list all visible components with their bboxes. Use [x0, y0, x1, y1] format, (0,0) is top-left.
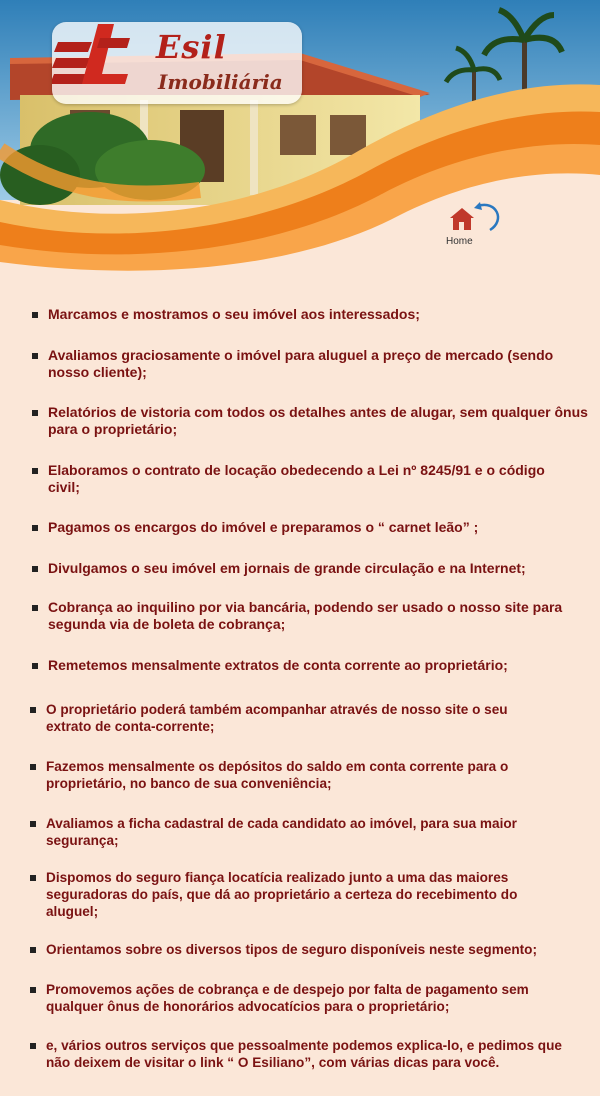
- bullet-icon: [32, 312, 38, 318]
- bullet-icon: [32, 566, 38, 572]
- bullet-icon: [32, 468, 38, 474]
- home-label: Home: [446, 236, 473, 247]
- brand-subtitle: Imobiliária: [158, 70, 283, 94]
- bullet-icon: [30, 875, 36, 881]
- bullet-icon: [32, 410, 38, 416]
- bullet-icon: [30, 764, 36, 770]
- header-banner: [0, 0, 600, 280]
- bullet-icon: [30, 1043, 36, 1049]
- logo-mark-icon: [52, 22, 132, 84]
- bullet-icon: [32, 605, 38, 611]
- bullet-icon: [32, 663, 38, 669]
- bullet-icon: [32, 353, 38, 359]
- bullet-icon: [30, 821, 36, 827]
- bullet-icon: [32, 525, 38, 531]
- bullet-icon: [30, 987, 36, 993]
- brand-name: Esil: [156, 28, 227, 66]
- logo[interactable]: [52, 22, 302, 104]
- bullet-icon: [30, 947, 36, 953]
- bullet-icon: [30, 707, 36, 713]
- home-link[interactable]: [444, 200, 506, 252]
- house-with-curved-arrow-icon: [444, 200, 506, 240]
